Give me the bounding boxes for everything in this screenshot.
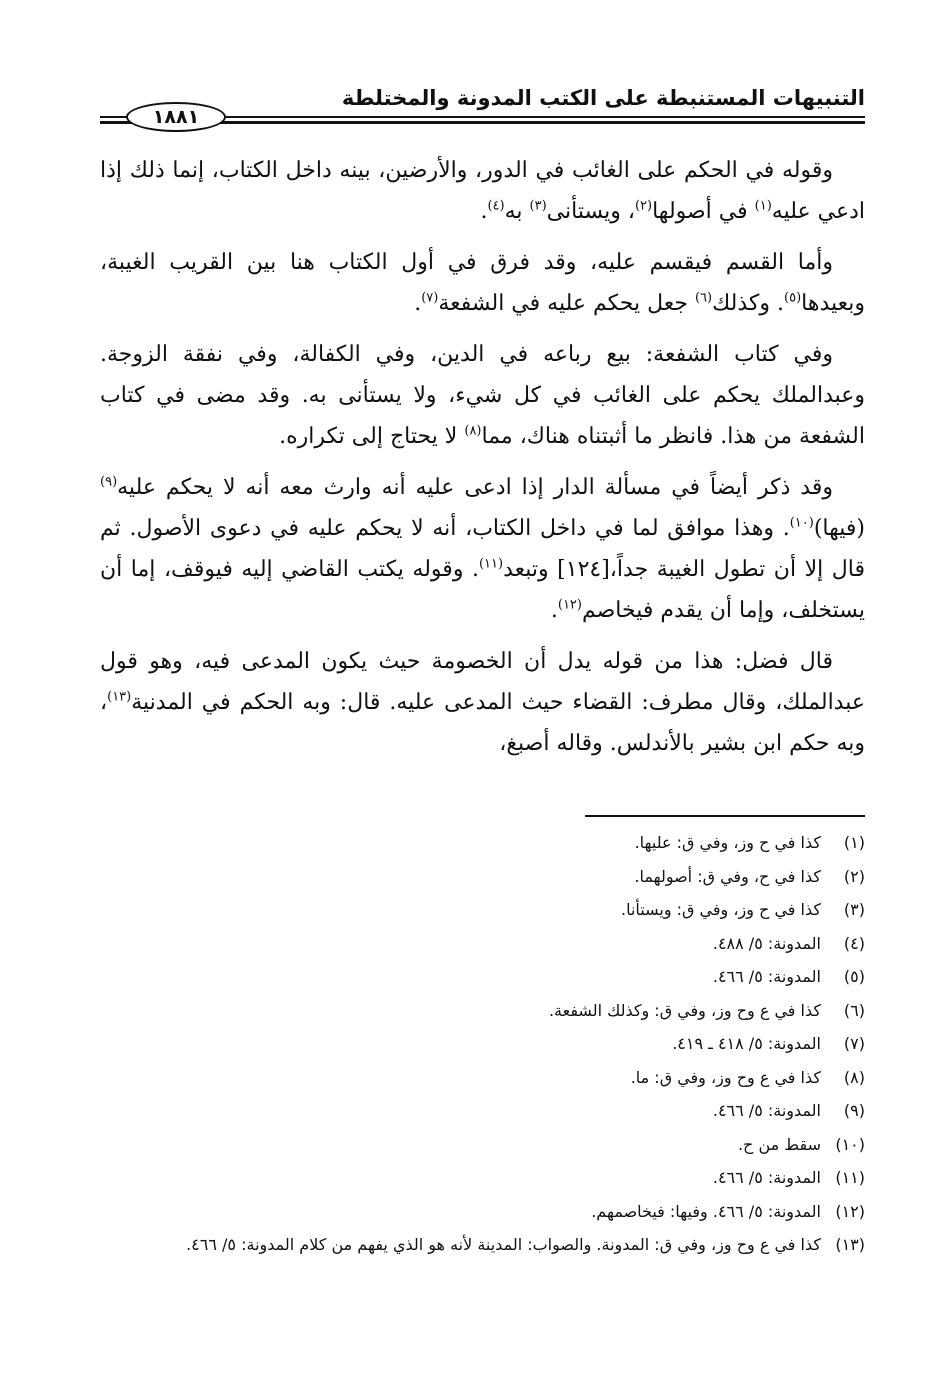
paragraph-2: [100, 242, 865, 324]
text-run: وأما القسم فيقسم عليه، وقد فرق في أول الكتاب هنا بين القريب الغيبة، وبعيدها: [100, 250, 865, 316]
footnote-number: (١٠): [835, 1134, 865, 1154]
footnote-ref: (٧): [421, 290, 439, 306]
footnote: [100, 1128, 865, 1162]
footnote-number: (١١): [835, 1168, 865, 1187]
footnote: [100, 1027, 865, 1061]
text-run: .: [550, 598, 558, 623]
footnote-text: المدونة: ٥/ ٤١٨ ـ ٤١٩.: [672, 1034, 821, 1053]
footnote: [100, 927, 865, 961]
footnote-number: (٨): [843, 1067, 865, 1087]
footnote-ref: (١١): [478, 556, 504, 572]
footnote-separator: [585, 815, 865, 817]
footnote-ref: (٤): [487, 198, 505, 214]
text-run: .: [480, 199, 488, 224]
paragraph-4: [100, 467, 865, 631]
footnote-text: سقط من ح.: [737, 1134, 821, 1154]
footnote: [100, 1061, 865, 1095]
text-run: ، ويستأنى: [546, 199, 635, 224]
footnote-number: (٣): [843, 900, 865, 919]
footnote-ref: (٦): [694, 290, 713, 306]
footnote-number: (٢): [843, 866, 865, 886]
footnote: [100, 860, 865, 894]
footnote-text: المدونة: ٥/ ٤٦٦.: [712, 1101, 821, 1120]
paragraph-3: [100, 334, 865, 457]
page-header: [100, 80, 865, 132]
footnote: [100, 994, 865, 1028]
footnote-ref: (١٠): [789, 515, 814, 531]
paragraph-5: [100, 641, 865, 764]
page-number: ١٨٨١: [126, 102, 226, 132]
footnote: [100, 1228, 865, 1262]
text-run: . وقوله يكتب القاضي إليه فيوقف، إما أن يستخلف، وإما أن يقدم فيخاصم: [100, 557, 865, 623]
footnote-number: (٥): [843, 967, 865, 986]
text-run: وقوله في الحكم على الغائب في الدور، والأرضين، بينه داخل الكتاب، إنما ذلك إذا ادعي عليه: [100, 158, 865, 224]
text-run: لا يحتاج إلى تكراره.: [279, 424, 465, 449]
footnote: [100, 826, 865, 860]
footnote-text: كذا في ح، وفي ق: أصولهما.: [634, 866, 821, 886]
text-run: قال فضل: هذا من قوله يدل أن الخصومة حيث يكون المدعى فيه، وهو قول عبدالملك، وقال مطرف: القضاء حيث المدعى عليه. قال: وبه الحكم في المدنية: [100, 649, 865, 715]
footnote-ref: (١): [754, 198, 772, 214]
footnote-number: (٦): [843, 1000, 865, 1020]
footnote-number: (١٣): [835, 1235, 865, 1254]
text-run: في أصولها: [652, 199, 755, 224]
footnote-text: كذا في ع وح وز، وفي ق: ما.: [630, 1067, 821, 1087]
main-text: [100, 150, 865, 774]
footnote-ref: (١٣): [107, 689, 132, 705]
footnote: [100, 1161, 865, 1195]
footnote-ref: (٨): [464, 423, 482, 439]
text-run: . وهذا موافق لما في داخل الكتاب، أنه لا يحكم عليه في دعوى الأصول. ثم قال إلا أن تطول الغيبة جداً،[١٢٤] وتبعد: [100, 516, 866, 582]
footnotes: [100, 826, 865, 1262]
text-run: .: [414, 291, 422, 316]
text-run: وفي كتاب الشفعة: بيع رباعه في الدين، وفي الكفالة، وفي نفقة الزوجة. وعبدالملك يحكم على الغائب في كل شيء، ولا يستأنى به. وقد مضى في كتاب الشفعة من هذا. فانظر ما أثبتناه هناك، مما: [100, 342, 865, 449]
footnote: [100, 1094, 865, 1128]
footnote-number: (٤): [843, 933, 865, 953]
text-run: جعل يحكم عليه في الشفعة: [438, 291, 695, 316]
footnote-number: (٧): [843, 1034, 865, 1053]
footnote-text: المدونة: ٥/ ٤٦٦. وفيها: فيخاصمهم.: [591, 1201, 821, 1221]
footnote-number: (١): [843, 833, 865, 852]
footnote-number: (١٢): [835, 1201, 865, 1221]
footnote-ref: (٢): [634, 198, 653, 214]
text-run: (فيها): [813, 516, 865, 541]
footnote-number: (٩): [843, 1101, 865, 1120]
footnote-text: المدونة: ٥/ ٤٦٦.: [712, 967, 821, 986]
footnote-text: كذا في ح وز، وفي ق: عليها.: [634, 833, 821, 852]
text-run: وقد ذكر أيضاً في مسألة الدار إذا ادعى عليه أنه وارث معه أنه لا يحكم عليه: [117, 475, 833, 500]
footnote-ref: (٥): [784, 290, 802, 306]
footnote-text: المدونة: ٥/ ٤٦٦.: [712, 1168, 821, 1187]
footnote: [100, 1195, 865, 1229]
text-run: ، وبه حكم ابن بشير بالأندلس. وقاله أصبغ،: [100, 690, 865, 756]
footnote-ref: (٩): [100, 474, 118, 490]
footnote-ref: (١٢): [557, 597, 582, 613]
footnote: [100, 893, 865, 927]
footnote-text: كذا في ع وح وز، وفي ق: المدونة. والصواب: المدينة لأنه هو الذي يفهم من كلام المدونة: ٥/ ٤٦٦.: [186, 1235, 821, 1254]
footnote-ref: (٣): [529, 198, 547, 214]
footnote: [100, 960, 865, 994]
running-title: التنبيهات المستنبطة على الكتب المدونة والمختلطة: [341, 86, 865, 110]
footnote-text: المدونة: ٥/ ٤٨٨.: [712, 933, 821, 953]
footnote-text: كذا في ع وح وز، وفي ق: وكذلك الشفعة.: [548, 1000, 821, 1020]
text-run: به: [504, 199, 530, 224]
text-run: . وكذلك: [712, 291, 784, 316]
footnote-text: كذا في ح وز، وفي ق: ويستأنا.: [621, 900, 821, 919]
paragraph-1: [100, 150, 865, 232]
